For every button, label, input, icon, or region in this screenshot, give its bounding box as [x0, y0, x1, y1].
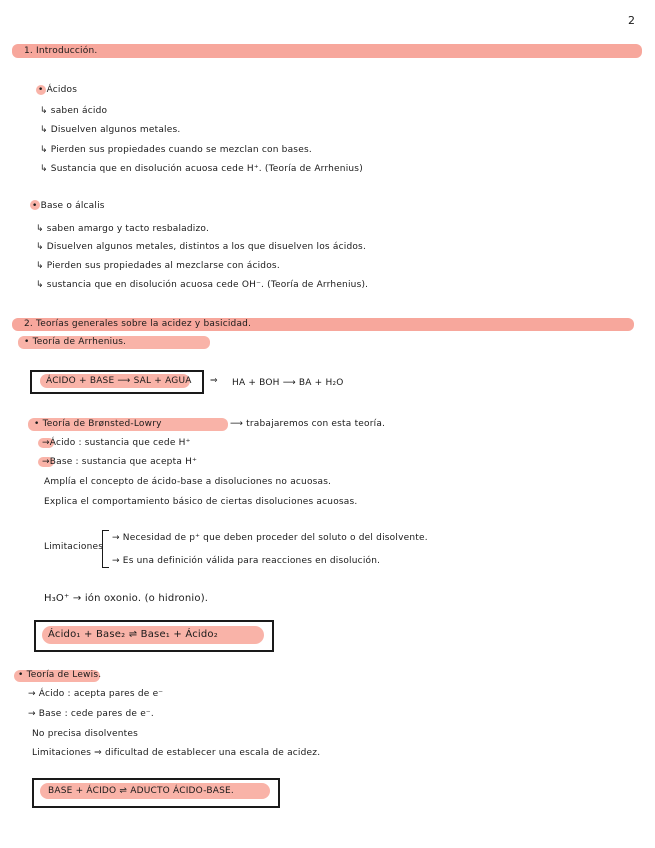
bronsted-note: ⟶ trabajaremos con esta teoría.: [230, 419, 386, 429]
acidos-item: ↳ Disuelven algunos metales.: [40, 125, 181, 135]
lewis-box-equation: BASE + ÁCIDO ⇌ ADUCTO ÁCIDO-BASE.: [48, 786, 234, 796]
bronsted-line: Amplía el concepto de ácido-base a disoluciones no acuosas.: [44, 477, 332, 487]
bronsted-heading: • Teoría de Brønsted-Lowry: [34, 419, 162, 429]
limitacion-item: → Necesidad de p⁺ que deben proceder del soluto o del disolvente.: [112, 533, 428, 543]
acidos-item: ↳ Sustancia que en disolución acuosa cede H⁺. (Teoría de Arrhenius): [40, 164, 363, 174]
bronsted-line: →Base : sustancia que acepta H⁺: [42, 457, 198, 467]
limitaciones-label: Limitaciones: [44, 542, 104, 552]
lewis-line: No precisa disolventes: [32, 729, 138, 739]
limitacion-item: → Es una definición válida para reacciones en disolución.: [112, 556, 381, 566]
section-1-highlight-bar: [12, 44, 642, 58]
bronsted-box-equation: Ácido₁ + Base₂ ⇌ Base₁ + Ácido₂: [48, 629, 218, 640]
bases-item: ↳ Disuelven algunos metales, distintos a los que disuelven los ácidos.: [36, 242, 367, 252]
hydronium-line: H₃O⁺ → ión oxonio. (o hidronio).: [44, 593, 209, 604]
bases-item: ↳ sustancia que en disolución acuosa cede OH⁻. (Teoría de Arrhenius).: [36, 280, 369, 290]
implies-arrow: ⇒: [210, 376, 218, 386]
acidos-item: ↳ saben ácido: [40, 106, 108, 116]
section-2-title: 2. Teorías generales sobre la acidez y basicidad.: [24, 319, 252, 329]
limitaciones-bracket: [102, 530, 109, 568]
lewis-line: → Ácido : acepta pares de e⁻: [28, 689, 164, 699]
section-1-title: 1. Introducción.: [24, 46, 98, 56]
bases-item: ↳ Pierden sus propiedades al mezclarse con ácidos.: [36, 261, 280, 271]
bases-heading: • Base o álcalis: [32, 201, 105, 211]
bronsted-line: →Ácido : sustancia que cede H⁺: [42, 438, 191, 448]
bases-item: ↳ saben amargo y tacto resbaladizo.: [36, 224, 210, 234]
arrhenius-box-equation: ÁCIDO + BASE ⟶ SAL + AGUA: [46, 376, 192, 386]
acidos-item: ↳ Pierden sus propiedades cuando se mezclan con bases.: [40, 145, 312, 155]
arrhenius-example: HA + BOH ⟶ BA + H₂O: [232, 378, 344, 388]
bronsted-line: Explica el comportamiento básico de ciertas disoluciones acuosas.: [44, 497, 358, 507]
arrhenius-heading: • Teoría de Arrhenius.: [24, 337, 127, 347]
lewis-heading: • Teoría de Lewis.: [18, 670, 102, 680]
page-number: 2: [628, 14, 636, 27]
lewis-line: Limitaciones ⇒ dificultad de establecer una escala de acidez.: [32, 748, 321, 758]
lewis-line: → Base : cede pares de e⁻.: [28, 709, 154, 719]
acidos-heading: • Ácidos: [38, 85, 78, 95]
